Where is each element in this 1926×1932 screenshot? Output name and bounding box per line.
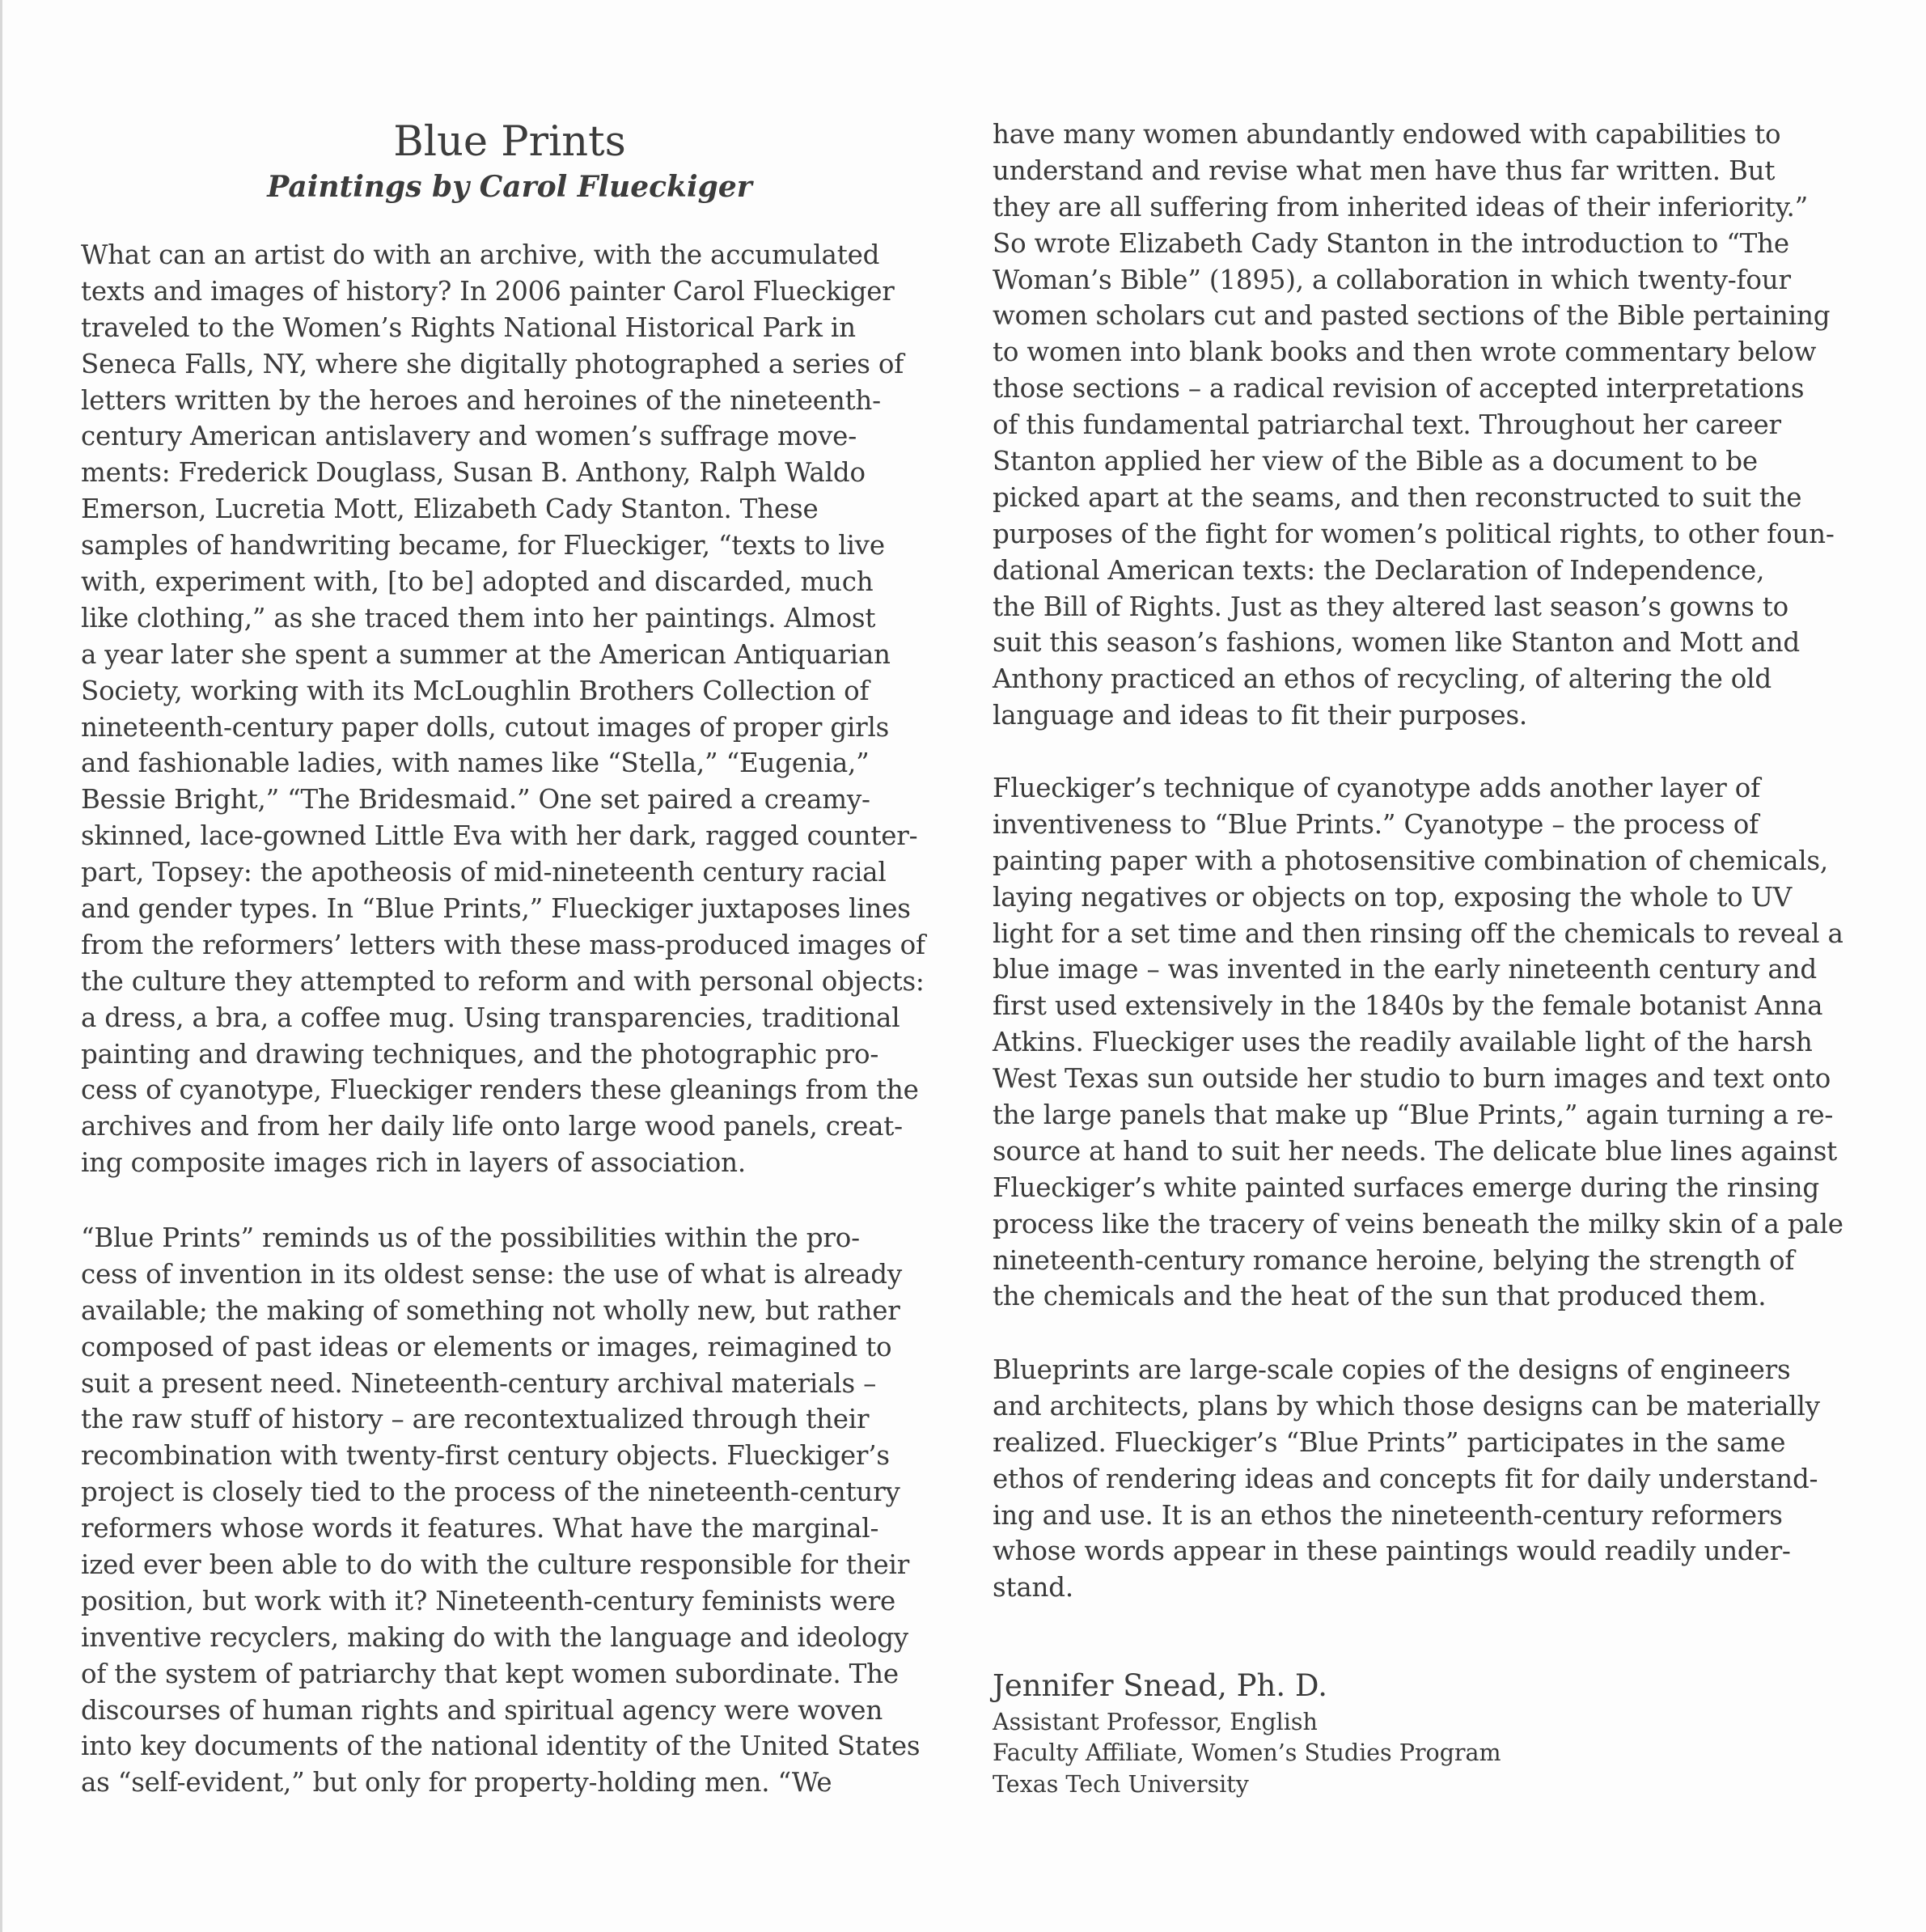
text-line: Anthony practiced an ethos of recycling, of altering the old bbox=[993, 663, 1771, 695]
author-name: Jennifer Snead, Ph. D. bbox=[993, 1668, 1327, 1703]
text-line: samples of handwriting became, for Flueckiger, “texts to live bbox=[81, 530, 885, 561]
text-line: of the system of patriarchy that kept women subordinate. The bbox=[81, 1658, 899, 1689]
text-line: painting paper with a photosensitive combination of chemicals, bbox=[993, 845, 1829, 876]
text-line: ing and use. It is an ethos the nineteenth-century reformers bbox=[993, 1499, 1783, 1531]
text-line: of this fundamental patriarchal text. Throughout her career bbox=[993, 409, 1781, 441]
text-line: women scholars cut and pasted sections of the Bible pertaining bbox=[993, 300, 1831, 332]
text-line: and architects, plans by which those designs can be materially bbox=[993, 1390, 1820, 1421]
text-line: archives and from her daily life onto large wood panels, creat- bbox=[81, 1111, 903, 1142]
text-line: purposes of the fight for women’s political rights, to other foun- bbox=[993, 518, 1835, 549]
text-line: first used extensively in the 1840s by the female botanist Anna bbox=[993, 990, 1823, 1022]
text-line: process like the tracery of veins beneath the milky skin of a pale bbox=[993, 1208, 1843, 1239]
text-line: realized. Flueckiger’s “Blue Prints” participates in the same bbox=[993, 1426, 1786, 1458]
text-line: stand. bbox=[993, 1572, 1073, 1604]
text-line: a year later she spent a summer at the American Antiquarian bbox=[81, 638, 891, 670]
text-line: Atkins. Flueckiger uses the readily available light of the harsh bbox=[993, 1027, 1813, 1058]
text-line: nineteenth-century romance heroine, belying the strength of bbox=[993, 1244, 1795, 1276]
text-line: cess of cyanotype, Flueckiger renders these gleanings from the bbox=[81, 1074, 919, 1106]
text-line: blue image – was invented in the early nineteenth century and bbox=[993, 954, 1817, 985]
text-line: project is closely tied to the process of the nineteenth-century bbox=[81, 1477, 900, 1508]
text-line: discourses of human rights and spiritual agency were woven bbox=[81, 1694, 883, 1726]
text-line: composed of past ideas or elements or images, reimagined to bbox=[81, 1331, 892, 1362]
text-line: a dress, a bra, a coffee mug. Using transparencies, traditional bbox=[81, 1002, 900, 1033]
text-line: those sections – a radical revision of accepted interpretations bbox=[993, 373, 1805, 405]
text-line: ized ever been able to do with the culture responsible for their bbox=[81, 1549, 910, 1581]
right-paragraph-3 bbox=[993, 1352, 1820, 1606]
text-line: Blueprints are large-scale copies of the designs of engineers bbox=[993, 1354, 1791, 1385]
text-line: whose words appear in these paintings would readily under- bbox=[993, 1536, 1791, 1567]
text-line: “Blue Prints” reminds us of the possibilities within the pro- bbox=[81, 1222, 860, 1253]
right-paragraph-1 bbox=[993, 117, 1835, 734]
text-line: as “self-evident,” but only for property-holding men. “We bbox=[81, 1767, 832, 1799]
text-line: like clothing,” as she traced them into her paintings. Almost bbox=[81, 602, 876, 633]
text-line: picked apart at the seams, and then reconstructed to suit the bbox=[993, 481, 1802, 513]
text-line: to women into blank books and then wrote commentary below bbox=[993, 337, 1817, 368]
text-line: position, but work with it? Nineteenth-century feminists were bbox=[81, 1585, 896, 1616]
text-line: painting and drawing techniques, and the photographic pro- bbox=[81, 1038, 879, 1070]
left-paragraph-2 bbox=[81, 1220, 920, 1801]
text-line: Stanton applied her view of the Bible as a document to be bbox=[993, 446, 1758, 477]
text-line: suit this season’s fashions, women like Stanton and Mott and bbox=[993, 627, 1800, 659]
text-line: cess of invention in its oldest sense: the use of what is already bbox=[81, 1258, 903, 1290]
text-line: laying negatives or objects on top, exposing the whole to UV bbox=[993, 881, 1793, 913]
text-line: the Bill of Rights. Just as they altered last season’s gowns to bbox=[993, 591, 1788, 622]
text-line: and fashionable ladies, with names like “Stella,” “Eugenia,” bbox=[81, 748, 870, 779]
text-line: Seneca Falls, NY, where she digitally photographed a series of bbox=[81, 348, 904, 379]
text-line: language and ideas to fit their purposes. bbox=[993, 700, 1528, 731]
text-line: reformers whose words it features. What have the marginal- bbox=[81, 1513, 879, 1544]
author-affiliation: Texas Tech University bbox=[993, 1771, 1249, 1798]
text-line: century American antislavery and women’s suffrage move- bbox=[81, 421, 857, 452]
text-line: the chemicals and the heat of the sun that produced them. bbox=[993, 1281, 1767, 1312]
text-line: they are all suffering from inherited ideas of their inferiority.” bbox=[993, 191, 1809, 222]
text-line: letters written by the heroes and heroines of the nineteenth- bbox=[81, 384, 881, 416]
text-line: into key documents of the national identity of the United States bbox=[81, 1731, 921, 1762]
right-paragraph-2 bbox=[993, 770, 1843, 1315]
text-line: the large panels that make up “Blue Prints,” again turning a re- bbox=[993, 1099, 1834, 1131]
text-line: ments: Frederick Douglass, Susan B. Anthony, Ralph Waldo bbox=[81, 457, 866, 489]
text-line: West Texas sun outside her studio to burn images and text onto bbox=[993, 1063, 1831, 1095]
text-line: texts and images of history? In 2006 painter Carol Flueckiger bbox=[81, 275, 895, 307]
text-line: Society, working with its McLoughlin Brothers Collection of bbox=[81, 675, 870, 706]
text-line: light for a set time and then rinsing off the chemicals to reveal a bbox=[993, 917, 1843, 949]
author-title-1: Assistant Professor, English bbox=[993, 1709, 1318, 1735]
text-line: the raw stuff of history – are recontextualized through their bbox=[81, 1404, 870, 1435]
text-line: Bessie Bright,” “The Bridesmaid.” One set paired a creamy- bbox=[81, 784, 870, 816]
text-line: from the reformers’ letters with these mass-produced images of bbox=[81, 929, 925, 960]
text-line: Woman’s Bible” (1895), a collaboration in which twenty-four bbox=[993, 264, 1791, 295]
text-line: inventive recyclers, making do with the language and ideology bbox=[81, 1621, 908, 1653]
text-line: ing composite images rich in layers of association. bbox=[81, 1147, 746, 1179]
text-line: ethos of rendering ideas and concepts fit for daily understand- bbox=[993, 1463, 1818, 1494]
document-subtitle: Paintings by Carol Flueckiger bbox=[267, 170, 752, 204]
text-line: traveled to the Women’s Rights National Historical Park in bbox=[81, 311, 856, 343]
text-line: dational American texts: the Declaration of Independence, bbox=[993, 554, 1765, 586]
text-line: part, Topsey: the apotheosis of mid-nineteenth century racial bbox=[81, 857, 887, 888]
text-line: the culture they attempted to reform and with personal objects: bbox=[81, 965, 925, 997]
text-line: have many women abundantly endowed with capabilities to bbox=[993, 119, 1781, 150]
text-line: source at hand to suit her needs. The delicate blue lines against bbox=[993, 1135, 1838, 1167]
text-line: Flueckiger’s technique of cyanotype adds another layer of bbox=[993, 773, 1760, 803]
left-paragraph-1 bbox=[81, 237, 925, 1181]
text-line: understand and revise what men have thus far written. But bbox=[993, 155, 1776, 186]
author-title-2: Faculty Affiliate, Women’s Studies Program bbox=[993, 1739, 1501, 1766]
text-line: recombination with twenty-first century objects. Flueckiger’s bbox=[81, 1440, 890, 1472]
text-line: and gender types. In “Blue Prints,” Flueckiger juxtaposes lines bbox=[81, 893, 911, 925]
text-line: skinned, lace-gowned Little Eva with her dark, ragged counter- bbox=[81, 820, 918, 852]
text-line: Emerson, Lucretia Mott, Elizabeth Cady Stanton. These bbox=[81, 494, 819, 525]
text-line: What can an artist do with an archive, with the accumulated bbox=[81, 239, 880, 270]
text-line: nineteenth-century paper dolls, cutout images of proper girls bbox=[81, 711, 890, 743]
document-title: Blue Prints bbox=[393, 118, 626, 166]
text-line: with, experiment with, [to be] adopted and discarded, much bbox=[81, 566, 874, 598]
text-line: suit a present need. Nineteenth-century archival materials – bbox=[81, 1367, 877, 1399]
text-line: So wrote Elizabeth Cady Stanton in the introduction to “The bbox=[993, 227, 1789, 259]
text-line: inventiveness to “Blue Prints.” Cyanotype – the process of bbox=[993, 808, 1759, 840]
text-line: Flueckiger’s white painted surfaces emerge during the rinsing bbox=[993, 1171, 1819, 1203]
text-line: available; the making of something not wholly new, but rather bbox=[81, 1294, 900, 1326]
